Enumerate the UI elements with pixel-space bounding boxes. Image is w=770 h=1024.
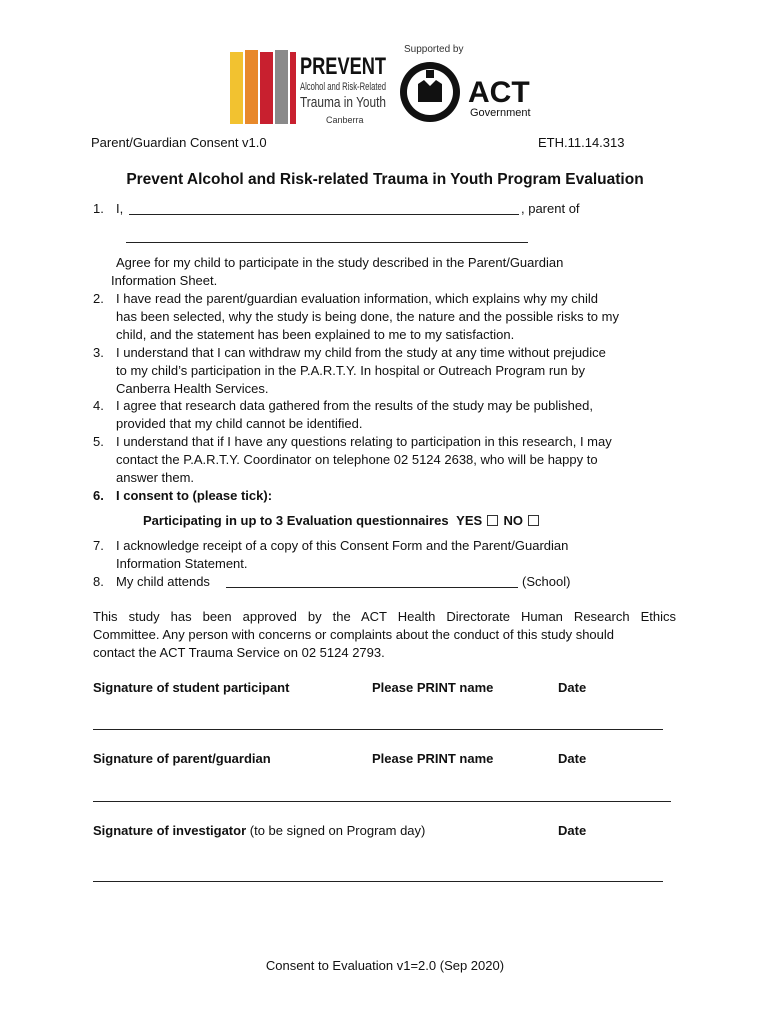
item1-agree-line1: Agree for my child to participate in the study described in the Parent/Guardian [116,255,564,270]
date-label: Date [558,680,587,695]
item-number: 6. [93,488,104,503]
item6-consent-label: I consent to (please tick): [116,488,273,503]
item-number: 3. [93,345,104,360]
investigator-note: (to be signed on Program day) [249,823,426,838]
print-name-label: Please PRINT name [372,680,494,695]
party-logo-line2: Trauma in Youth [300,94,386,111]
yes-label: YES [456,513,483,528]
parent-signature-label: Signature of parent/guardian [93,751,271,766]
item2-line: child, and the statement has been explained to me to my satisfaction. [116,327,515,342]
date-label: Date [558,751,587,766]
item-number: 2. [93,291,104,306]
student-signature-line[interactable] [93,729,663,730]
item1-agree-line2: Information Sheet. [111,273,218,288]
investigator-signature-row [93,822,425,840]
student-signature-label: Signature of student participant [93,680,290,695]
item8-school-label: (School) [522,574,571,589]
item8-lead: My child attends [116,574,210,589]
item-number: 5. [93,434,104,449]
questionnaire-option-label: Participating in up to 3 Evaluation questionnaires [143,513,449,528]
item4-line: provided that my child cannot be identified. [116,416,363,431]
no-label: NO [503,513,523,528]
party-logo [228,48,388,128]
item2-line: I have read the parent/guardian evaluation information, which explains why my child [116,291,598,306]
party-logo-line1: Alcohol and Risk-Related [300,81,386,93]
act-logo-word: ACT [468,76,530,109]
supported-by-text: Supported by [404,44,464,55]
date-label: Date [558,823,587,838]
item1-parent-of: , parent of [521,201,580,216]
school-name-field[interactable] [226,587,518,588]
ethics-reference: ETH.11.14.313 [538,135,625,150]
item-number: 4. [93,398,104,413]
item5-line: contact the P.A.R.T.Y. Coordinator on telephone 02 5124 2638, who will be happy to [116,452,598,467]
approval-line: This study has been approved by the ACT Health Directorate Human Research Ethics [93,609,676,624]
party-logo-line3: Canberra [326,115,364,125]
investigator-signature-line[interactable] [93,881,663,882]
item3-line: I understand that I can withdraw my child from the study at any time without prejudice [116,345,606,360]
item7-line: I acknowledge receipt of a copy of this Consent Form and the Parent/Guardian [116,538,569,553]
child-name-field[interactable] [126,242,528,243]
approval-line: Committee. Any person with concerns or complaints about the conduct of this study should [93,627,614,642]
item3-line: to my child’s participation in the P.A.R.T.Y. In hospital or Outreach Program run by [116,363,585,378]
item3-line: Canberra Health Services. [116,381,269,396]
party-logo-word: PREVENT [300,53,387,80]
yes-checkbox[interactable] [487,515,498,526]
item7-line: Information Statement. [116,556,248,571]
investigator-signature-label: Signature of investigator [93,823,247,838]
act-logo-sub: Government [470,107,531,119]
no-checkbox[interactable] [528,515,539,526]
item5-line: I understand that if I have any questions relating to participation in this research, I may [116,434,612,449]
act-government-logo [398,40,538,126]
item-number: 7. [93,538,104,553]
item2-line: has been selected, why the study is being done, the nature and the possible risks to my [116,309,619,324]
page-title: Prevent Alcohol and Risk-related Trauma in Youth Program Evaluation [126,171,644,188]
item1-lead: I, [116,201,124,216]
item-number: 8. [93,574,104,589]
parent-name-field[interactable] [129,214,519,215]
item5-line: answer them. [116,470,195,485]
approval-line: contact the ACT Trauma Service on 02 5124 2793. [93,645,385,660]
party-colour-blocks [230,50,296,124]
footer-version: Consent to Evaluation v1=2.0 (Sep 2020) [265,958,505,973]
parent-signature-line[interactable] [93,801,671,802]
consent-version: Parent/Guardian Consent v1.0 [91,135,267,150]
print-name-label: Please PRINT name [372,751,494,766]
questionnaire-consent-row [143,512,541,530]
item4-line: I agree that research data gathered from the results of the study may be published, [116,398,593,413]
item-number: 1. [93,201,104,216]
act-crest-icon [400,62,460,122]
